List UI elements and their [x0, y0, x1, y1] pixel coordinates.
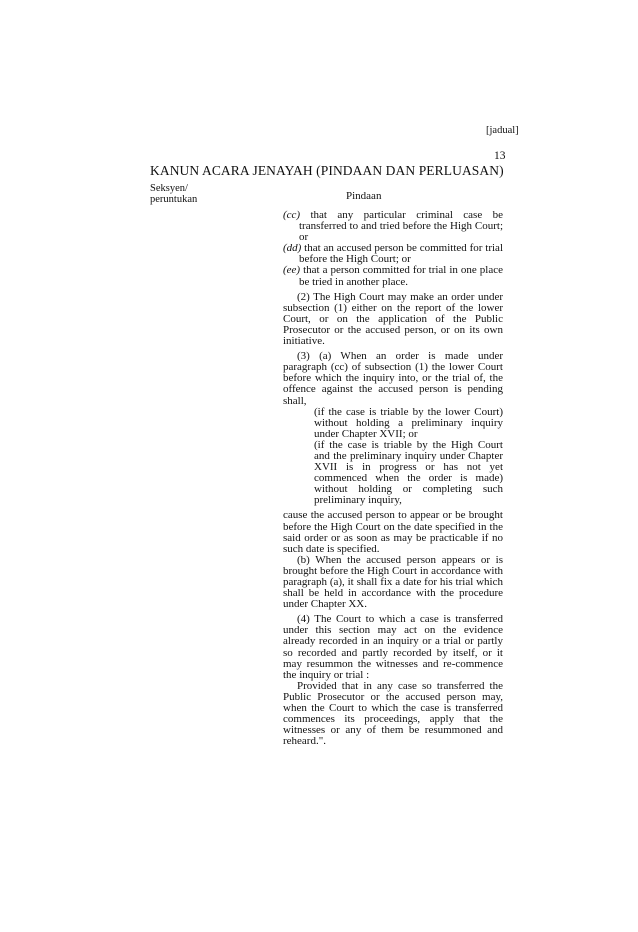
paragraph-ee [283, 265, 503, 287]
paragraph-ee-marker: (ee) [283, 264, 301, 277]
amendment-column-label: Pindaan [346, 190, 382, 202]
paragraph-dd-text: that an accused person be committed for trial before the High Court; or [299, 242, 503, 266]
subsection-3b: (b) When the accused person appears or is brought before the High Court in accordance with paragraph (a), it shall fix a date for his trial which shall be held in accordance with the procedure under Chapter XX. [283, 553, 503, 611]
paragraph-cc-text: that any particular criminal case be transferred to and tried before the High Court; or [299, 209, 503, 244]
subsection-3a-tail: cause the accused person to appear or be brought before the High Court on the date specified in the said order or as soon as may be practicable if no such date is specified. [283, 509, 503, 555]
section-label-line2: peruntukan [150, 194, 198, 205]
amendment-body [283, 210, 503, 747]
paragraph-dd [283, 243, 503, 265]
page-number: 13 [494, 150, 506, 162]
paragraph-cc-marker: (cc) [283, 209, 301, 221]
subsection-3a-intro: (3) (a) When an order is made under paragraph (cc) of subsection (1) the lower Court before which the inquiry into, or the trial of, the offence against the accused person is pending shall, [283, 350, 503, 407]
paragraph-ee-text: that a person committed for trial in one place be tried in another place. [299, 264, 503, 288]
proviso: Provided that in any case so transferred the Public Prosecutor or the accused person may, when the Court to which the case is transferred commences its proceedings, apply that the witnesses or any of them be resummoned and reheard.". [283, 679, 503, 748]
subsection-2: (2) The High Court may make an order under subsection (1) either on the report of the lower Court, or on the application of the Public Prosecutor or the accused person, or on its own initiative. [283, 290, 503, 348]
section-label-line1: Seksyen/ [150, 183, 188, 194]
act-title: KANUN ACARA JENAYAH (PINDAAN DAN PERLUASAN) [150, 163, 504, 178]
subsection-3a-item-1: (if the case is triable by the lower Court) without holding a preliminary inquiry under Chapter XVII; or [314, 405, 503, 440]
subsection-3a-item-2: (if the case is triable by the High Court and the preliminary inquiry under Chapter XVII is in progress or has not yet commenced when the order is made) without holding or completing such preliminary inquiry, [314, 438, 503, 507]
section-column-label [150, 183, 197, 205]
paragraph-dd-marker: (dd) [283, 242, 302, 255]
subsection-4: (4) The Court to which a case is transferred under this section may act on the evidence already recorded in an inquiry or a trial or partly so recorded and partly recorded by itself, or it may resummon the witnesses and re-commence the inquiry or trial : [283, 613, 503, 681]
paragraph-cc [283, 210, 503, 243]
schedule-label: [jadual] [486, 125, 519, 136]
